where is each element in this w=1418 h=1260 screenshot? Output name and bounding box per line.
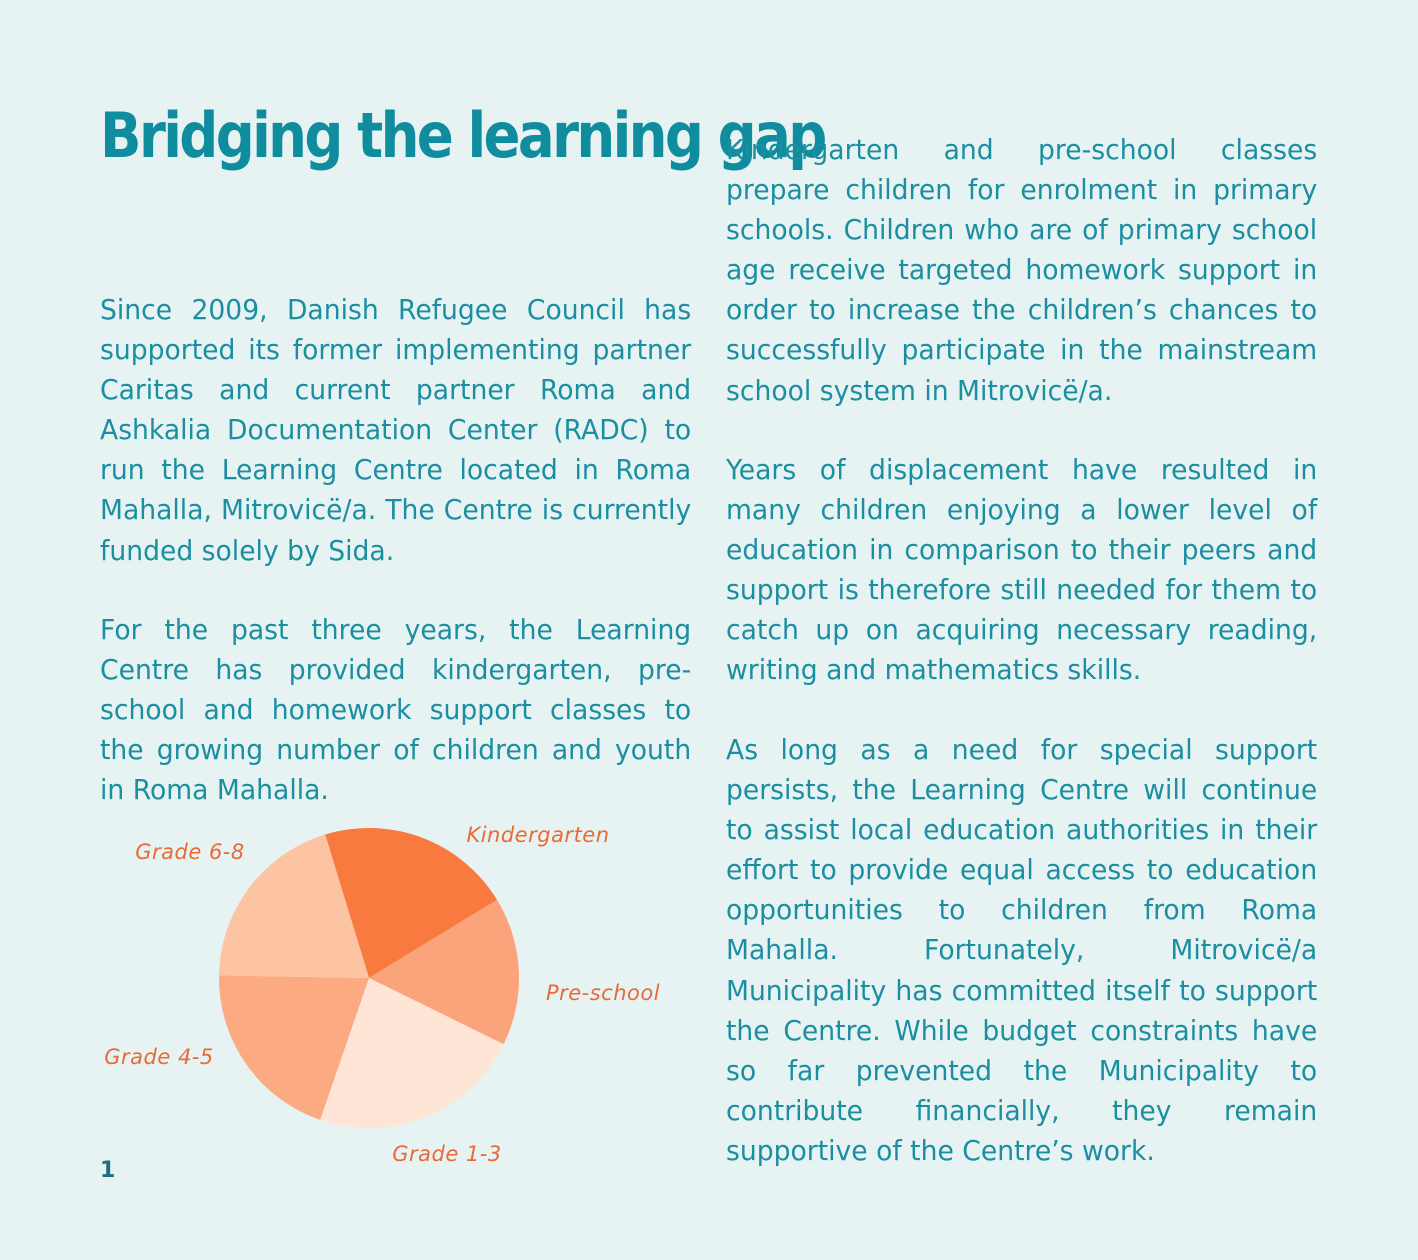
classes-paragraph: For the past three years, the Learning Centre has provided kindergarten, pre-school and homework support classes to the growing number of children and youth in Roma Mahalla. (100, 613, 692, 807)
pie-label-grade-6-8: Grade 6-8 (135, 840, 245, 864)
grade-distribution-pie-chart (90, 810, 690, 1180)
pie-label-grade-1-3: Grade 1-3 (392, 1142, 502, 1166)
pie-label-grade-4-5: Grade 4-5 (104, 1045, 214, 1069)
future-support-paragraph: As long as a need for special support persists, the Learning Centre will continue to assist local education authorities in their effort to provide equal access to education opportunities to children from Roma Mahalla. Fortunately, Mitrovicë/a Municipality has committed itself to support the Centre. While budget constraints have so far prevented the Municipality to contribute financially, they remain supportive of the Centre’s work. (726, 733, 1318, 1167)
page-number: 1 (100, 1158, 116, 1183)
displacement-paragraph: Years of displacement have resulted in many children enjoying a lower level of education in comparison to their peers and support is therefore still needed for them to catch up on acquiring necessary reading, writing and mathematics skills. (726, 453, 1318, 687)
pie-label-pre-school: Pre-school (545, 981, 661, 1005)
preparation-paragraph: Kindergarten and pre-school classes prepare children for enrolment in primary schools. Children who are of primary school age receive targeted homework support in order to increase the children’s chances to successfully participate in the mainstream school system in Mitrovicë/a. (726, 133, 1318, 407)
intro-paragraph: Since 2009, Danish Refugee Council has supported its former implementing partner Caritas and current partner Roma and Ashkalia Documentation Center (RADC) to run the Learning Centre located in Roma Mahalla, Mitrovicë/a. The Centre is currently funded solely by Sida. (100, 293, 692, 567)
pie-label-kindergarten: Kindergarten (466, 823, 610, 847)
page-title: Bridging the learning gap (100, 99, 825, 172)
